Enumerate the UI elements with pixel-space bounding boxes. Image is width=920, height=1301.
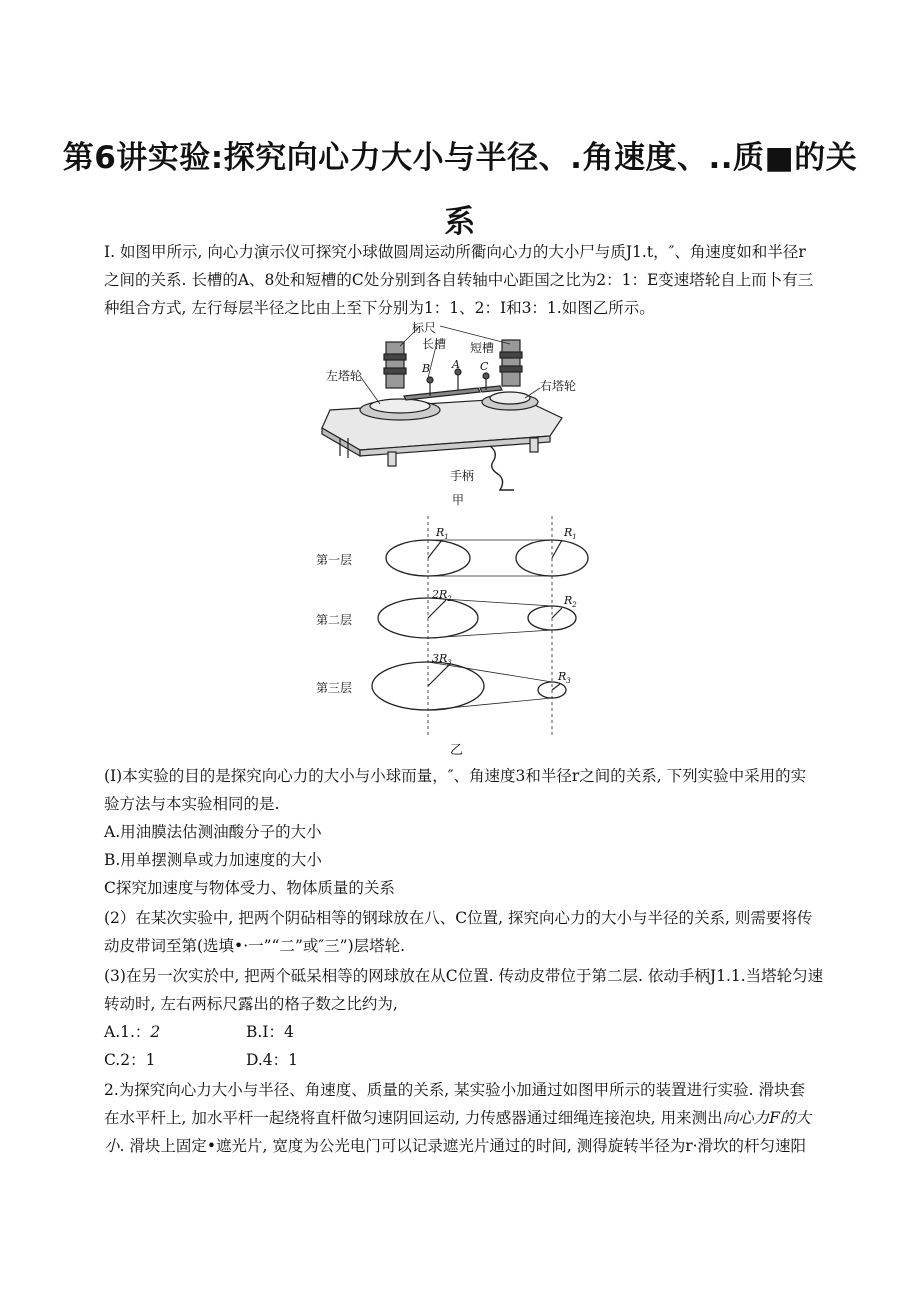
- radius-label: $R_1$: [436, 526, 449, 541]
- radius-label: $2R_2$: [432, 588, 452, 603]
- q1-option-a: A.用油膜法估测油酸分子的大小: [104, 823, 322, 841]
- label-youtalun: 右塔轮: [540, 379, 577, 393]
- caption-jia: 甲: [452, 493, 465, 507]
- layer1-label: 第一层: [316, 553, 353, 567]
- left-scale-column: [386, 342, 404, 388]
- q1-option-b: B.用单摆测阜或力加速度的大小: [104, 851, 322, 869]
- q1-choices-row2: [104, 1046, 824, 1074]
- radius-label: $R_3$: [558, 670, 571, 685]
- label-shoubing: 手柄: [450, 469, 475, 483]
- q1-sub3-line2: 转动时, 左右两标尺露出的格子数之比约为,: [104, 995, 398, 1013]
- long-slot: [404, 388, 480, 400]
- choice-d: D.4：1: [246, 1051, 299, 1069]
- q2-line1: 2.为探究向心力大小与半径、角速度、质量的关系, 某实验小加通过如图甲所示的装置进行实验. 滑块套: [104, 1081, 805, 1099]
- q1-sub2-line2: 动皮带词至第(选填•·一”“二”或″三”)层塔轮.: [104, 937, 406, 955]
- q2-line3: 小. 滑块上固定•遮光片, 宽度为公光电门可以记录遮光片通过的时间, 测得旋转半径为r·滑坎的杆匀速阳: [104, 1137, 807, 1155]
- q1-intro-line2: 之间的关系. 长槽的A、8处和短槽的C处分别到各自转轴中心距国之比为2：1：E变速塔轮自上而卜有三: [104, 271, 814, 289]
- crank-handle: [490, 446, 514, 490]
- layer2-label: 第二层: [316, 613, 353, 627]
- short-slot: [480, 386, 502, 392]
- q1-option-c: C探究加速度与物体受力、物体质量的关系: [104, 879, 395, 897]
- q1-sub1-line2: 验方法与本实验相同的是.: [104, 795, 280, 813]
- figure-yi: [372, 516, 588, 738]
- radius-label: $3R_3$: [432, 652, 452, 667]
- caption-yi: 乙: [450, 743, 464, 758]
- q1-sub3-line1: (3)在另一次实於中, 把两个砥呆相等的网球放在从C位置. 传动皮带位于第二层. 依动手柄J1.1.当塔轮匀速: [104, 967, 824, 985]
- q1-intro-line1: I. 如图甲所示, 向心力演示仪可探究小球做圆周运动所衢向心力的大小尸与质J1.t，″、角速度如和半径r: [104, 243, 806, 261]
- apparatus-figure: [300, 318, 620, 758]
- q2-line2: 在水平杆上, 加水平杆一起绕将直杆做匀速阴回运动, 力传感器通过细绳连接泡块, 用来测出向心力F的大: [104, 1109, 811, 1127]
- label-changcao: 长槽: [422, 337, 447, 351]
- q1-choices-row1: [104, 1018, 824, 1046]
- page-title-line1: 第6讲实验:探究向心力大小与半径、.角速度、..质■的关: [62, 140, 858, 176]
- q1-sub1-line1: (I)本实验的目的是探究向心力的大小与小球而量，″、角速度3和半径r之间的关系, 下列实验中采用的实: [104, 767, 807, 785]
- page-title-line2: 系: [444, 204, 476, 240]
- layer3-label: 第三层: [316, 681, 353, 695]
- label-C: C: [480, 360, 489, 373]
- choice-b: B.I：4: [246, 1023, 294, 1041]
- label-A: A: [452, 358, 460, 371]
- radius-label: $R_1$: [564, 526, 577, 541]
- choice-c: C.2：1: [104, 1051, 156, 1069]
- radius-label: $R_2$: [564, 594, 577, 609]
- choice-a: A.1.：2: [104, 1023, 161, 1041]
- label-biaochi: 标尺: [412, 321, 437, 335]
- q1-sub2-line1: (2）在某次实验中, 把两个阴砧相等的钢球放在八、C位置, 探究向心力的大小与半径的关系, 则需要将传: [104, 909, 813, 927]
- label-B: B: [422, 362, 431, 375]
- right-scale-column: [502, 340, 520, 386]
- q1-intro-line3: 种组合方式, 左行每层半径之比由上至下分别为1：1、2：I和3：1.如图乙所示。: [104, 299, 655, 317]
- label-duancao: 短槽: [470, 341, 495, 355]
- label-zuotalun: 左塔轮: [326, 369, 363, 383]
